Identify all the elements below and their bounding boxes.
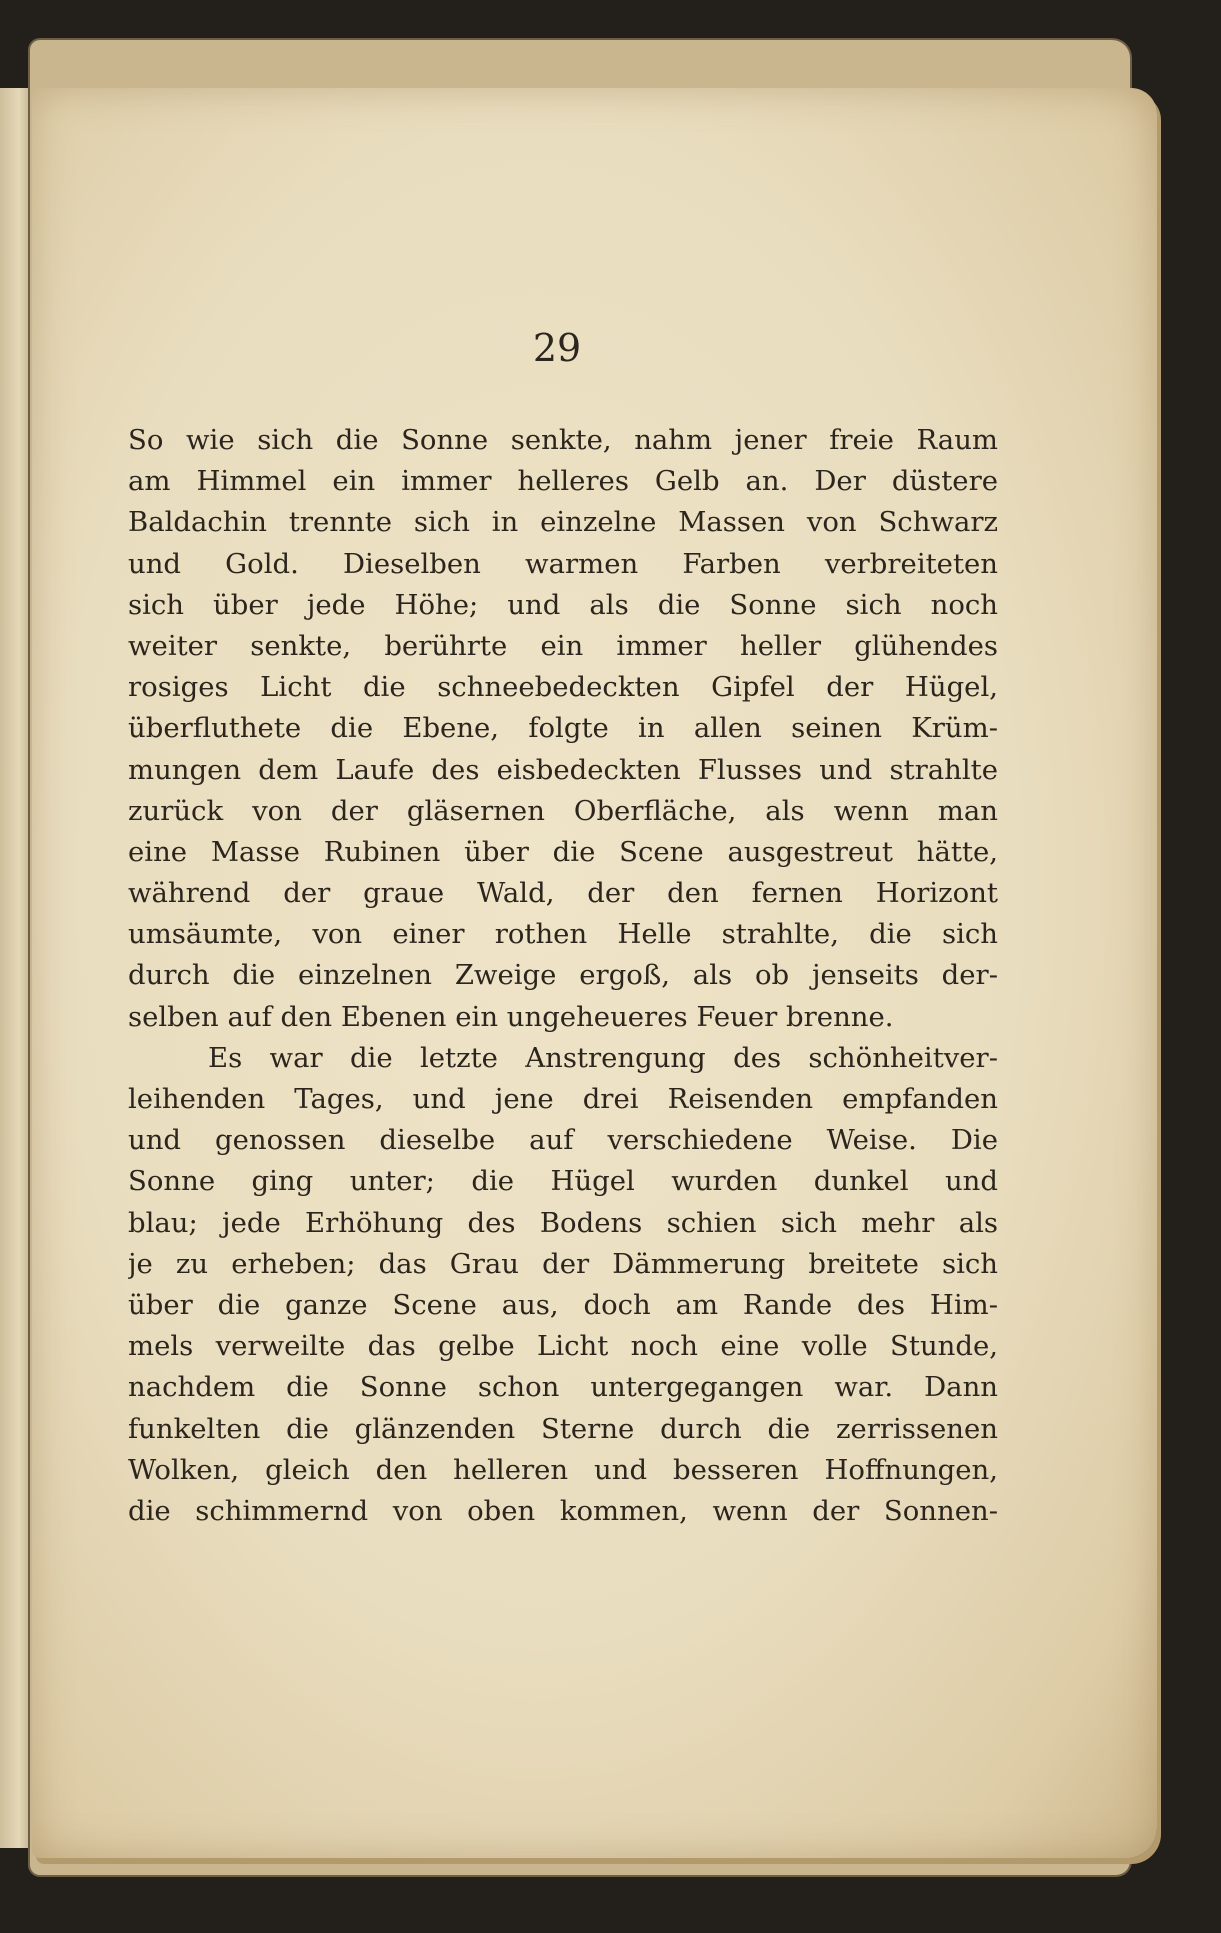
text-line: überfluthete die Ebene, folgte in allen seinen Krüm- [128, 712, 998, 745]
text-line: Es war die letzte Anstrengung des schönheitver- [208, 1041, 998, 1074]
text-line: So wie sich die Sonne senkte, nahm jener freie Raum [128, 424, 998, 456]
text-line: und genossen dieselbe auf verschiedene Weise. Die [128, 1124, 998, 1157]
text-line: mungen dem Laufe des eisbedeckten Flusses und strahlte [128, 753, 998, 786]
text-line: sich über jede Höhe; und als die Sonne sich noch [128, 588, 998, 621]
text-line: nachdem die Sonne schon untergegangen war. Dann [128, 1371, 998, 1404]
text-line: rosiges Licht die schneebedeckten Gipfel der Hügel, [128, 671, 998, 704]
text-line: leihenden Tages, und jene drei Reisenden empfanden [128, 1083, 998, 1115]
page-number: 29 [532, 326, 582, 370]
book-page [32, 88, 1157, 1858]
text-line: zurück von der gläsernen Oberfläche, als wenn man [128, 794, 998, 827]
text-line: Baldachin trennte sich in einzelne Massen von Schwarz [128, 506, 998, 539]
text-line: je zu erheben; das Grau der Dämmerung breitete sich [128, 1247, 998, 1280]
text-line: blau; jede Erhöhung des Bodens schien sich mehr als [128, 1206, 998, 1239]
text-line: mels verweilte das gelbe Licht noch eine volle Stunde, [128, 1330, 998, 1363]
text-line: Wolken, gleich den helleren und besseren Hoffnungen, [128, 1453, 998, 1486]
text-line: während der graue Wald, der den fernen Horizont [128, 877, 998, 910]
text-line: am Himmel ein immer helleres Gelb an. Der düstere [128, 465, 998, 498]
text-line: Sonne ging unter; die Hügel wurden dunkel und [128, 1165, 998, 1198]
text-line: eine Masse Rubinen über die Scene ausgestreut hätte, [128, 835, 998, 868]
text-line: umsäumte, von einer rothen Helle strahlte, die sich [128, 918, 998, 951]
text-line: weiter senkte, berührte ein immer heller glühendes [128, 629, 998, 662]
text-line: und Gold. Dieselben warmen Farben verbreiteten [128, 547, 998, 580]
text-line: die schimmernd von oben kommen, wenn der Sonnen- [128, 1494, 998, 1527]
text-line: funkelten die glänzenden Sterne durch die zerrissenen [128, 1412, 998, 1445]
text-line: über die ganze Scene aus, doch am Rande des Him- [128, 1288, 998, 1321]
body-text [128, 420, 998, 1532]
text-line: durch die einzelnen Zweige ergoß, als ob jenseits der- [128, 959, 998, 992]
text-line: selben auf den Ebenen ein ungeheueres Feuer brenne. [128, 1000, 894, 1033]
